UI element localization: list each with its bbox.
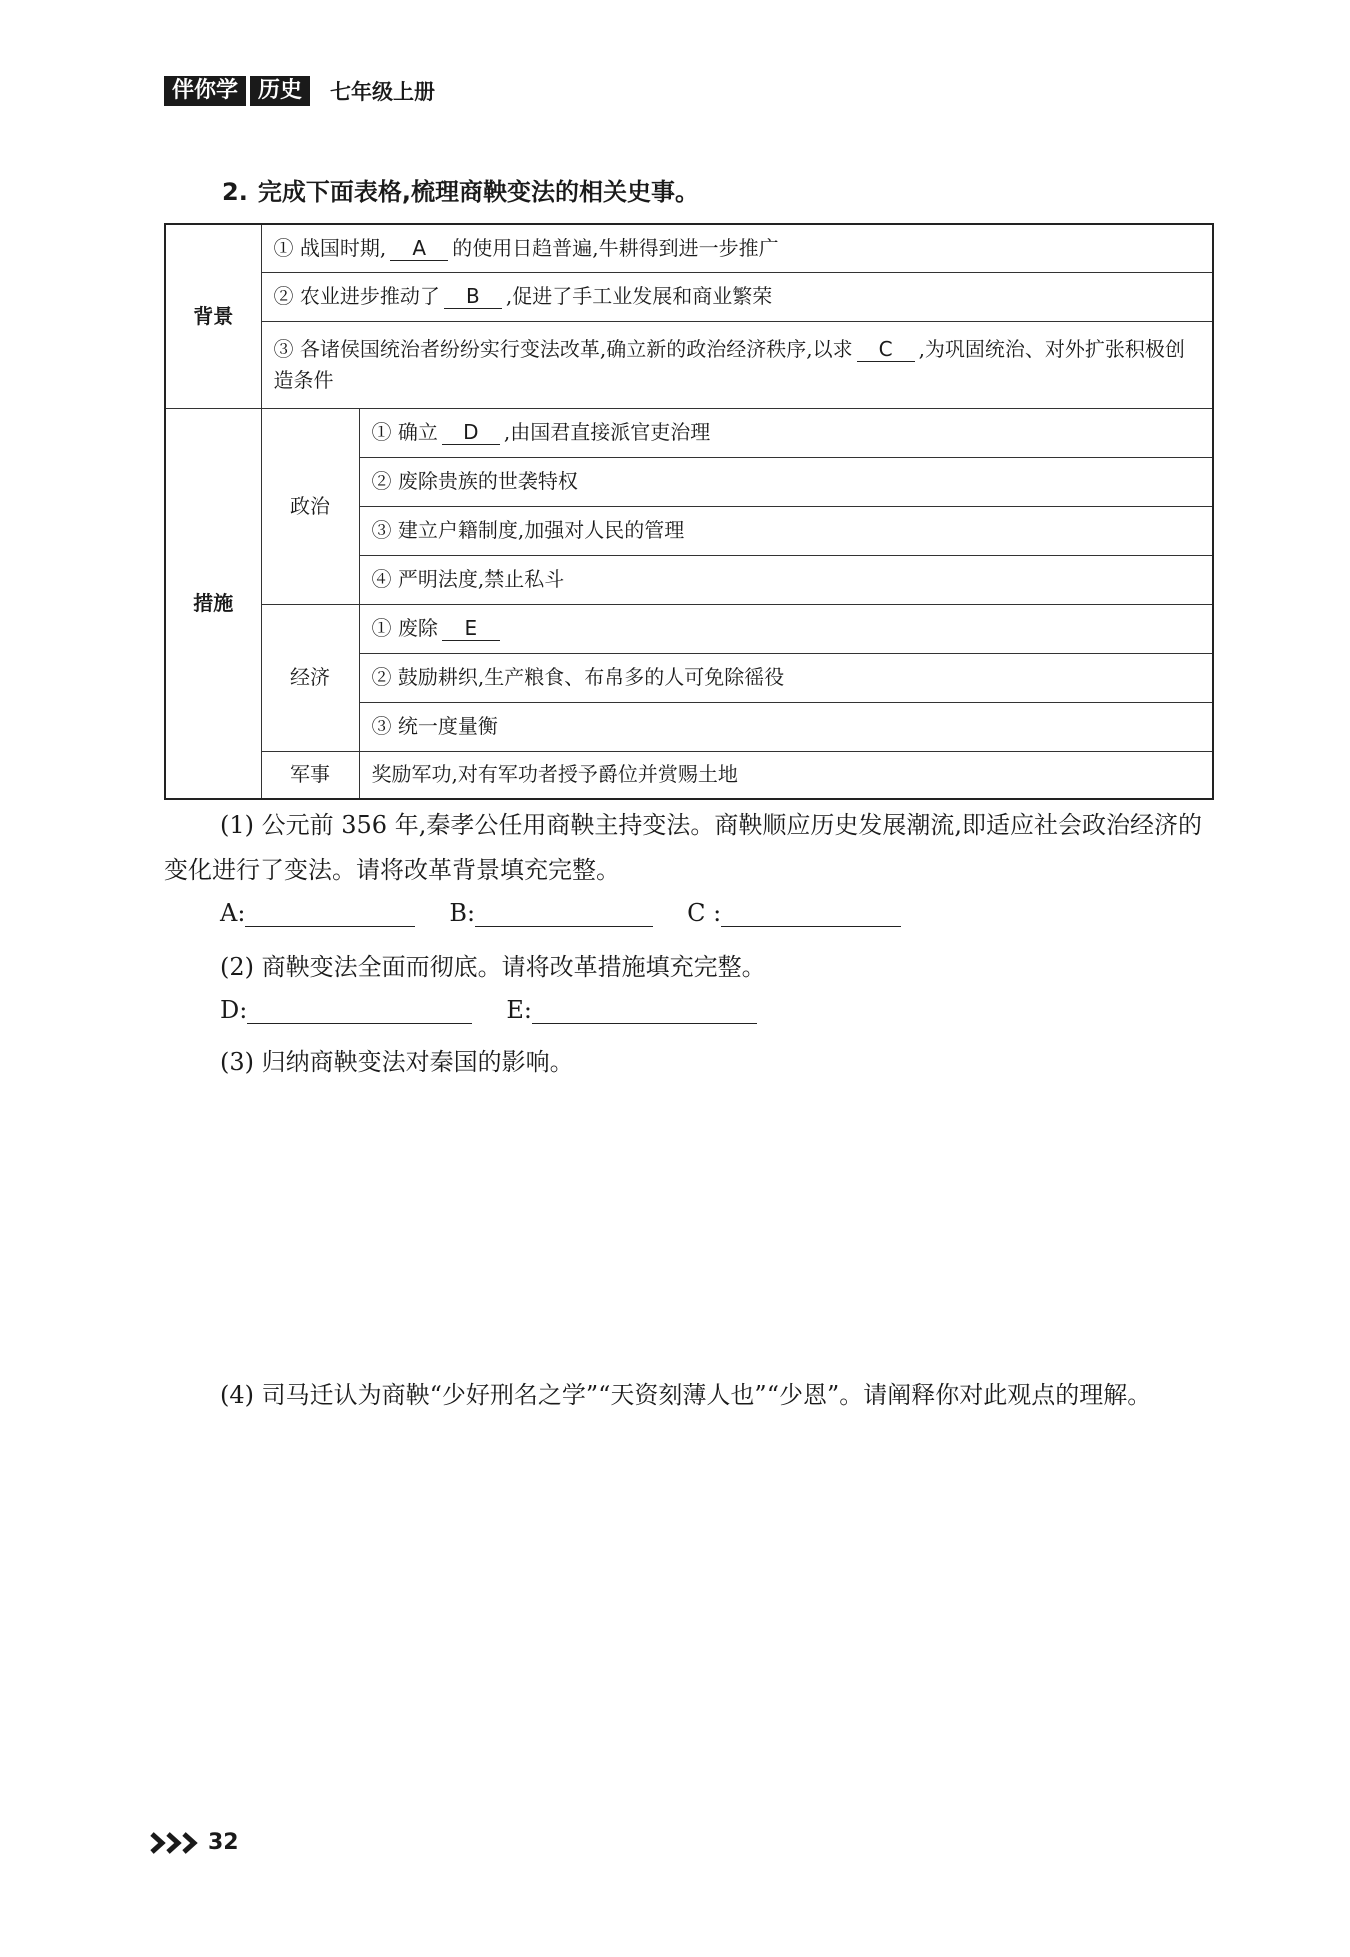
background-row-3: ③ 各诸侯国统治者纷纷实行变法改革,确立新的政治经济秩序,以求 C ,为巩固统治、对外扩张积极创造条件 [261, 321, 1213, 408]
politics-label: 政治 [261, 408, 359, 604]
header-brand: 伴你学 [164, 76, 246, 106]
page-number: 32 [208, 1830, 239, 1855]
answer-blank-c[interactable] [721, 898, 901, 927]
question-title [222, 172, 699, 207]
blank-d: D [442, 420, 500, 445]
blank-c: C [857, 337, 915, 362]
sub-question-4: (4) 司马迁认为商鞅“少好刑名之学”“天资刻薄人也”“少恩”。请阐释你对此观点的理解。 [220, 1381, 1152, 1409]
triple-chevron-icon [150, 1831, 204, 1855]
label-a: A: [220, 899, 246, 927]
answer-blank-a[interactable] [245, 898, 415, 927]
question-text: 完成下面表格,梳理商鞅变法的相关史事。 [257, 178, 699, 206]
answer-line-abc [220, 898, 935, 927]
header-grade: 七年级上册 [330, 79, 436, 104]
military-label: 军事 [261, 751, 359, 799]
blank-b: B [444, 284, 502, 309]
politics-row-2: ② 废除贵族的世袭特权 [359, 457, 1213, 506]
question-number: 2. [222, 178, 248, 206]
table-row [165, 604, 1213, 653]
blank-e: E [442, 616, 500, 641]
answer-line-de [220, 995, 791, 1024]
military-row: 奖励军功,对有军功者授予爵位并赏赐土地 [359, 751, 1213, 799]
answer-blank-b[interactable] [475, 898, 653, 927]
answer-blank-d[interactable] [247, 995, 472, 1024]
table-row [165, 224, 1213, 272]
measures-label: 措施 [165, 408, 261, 799]
sub-question-2: (2) 商鞅变法全面而彻底。请将改革措施填充完整。 [220, 953, 766, 981]
blank-a: A [390, 236, 448, 261]
background-label: 背景 [165, 224, 261, 408]
politics-row-4: ④ 严明法度,禁止私斗 [359, 555, 1213, 604]
politics-row-3: ③ 建立户籍制度,加强对人民的管理 [359, 506, 1213, 555]
label-c: C : [687, 899, 722, 927]
politics-row-1: ① 确立 D ,由国君直接派官吏治理 [359, 408, 1213, 457]
book-header [164, 76, 435, 106]
table-row [165, 751, 1213, 799]
table-row [165, 408, 1213, 457]
background-row-1: ① 战国时期, A 的使用日趋普遍,牛耕得到进一步推广 [261, 224, 1213, 272]
reform-table [164, 223, 1214, 800]
label-d: D: [220, 996, 248, 1024]
sub-question-3: (3) 归纳商鞅变法对秦国的影响。 [220, 1048, 574, 1076]
background-row-2: ② 农业进步推动了 B ,促进了手工业发展和商业繁荣 [261, 272, 1213, 321]
economy-row-1: ① 废除 E [359, 604, 1213, 653]
economy-row-3: ③ 统一度量衡 [359, 702, 1213, 751]
header-subject: 历史 [250, 76, 310, 106]
page-footer [150, 1830, 239, 1855]
economy-label: 经济 [261, 604, 359, 751]
sub-question-1: (1) 公元前 356 年,秦孝公任用商鞅主持变法。商鞅顺应历史发展潮流,即适应社会政治经济的变化进行了变法。请将改革背景填充完整。 [164, 811, 1202, 884]
table-row [165, 321, 1213, 408]
label-e: E: [506, 996, 532, 1024]
answer-blank-e[interactable] [532, 995, 757, 1024]
economy-row-2: ② 鼓励耕织,生产粮食、布帛多的人可免除徭役 [359, 653, 1213, 702]
table-row [165, 272, 1213, 321]
label-b: B: [449, 899, 476, 927]
